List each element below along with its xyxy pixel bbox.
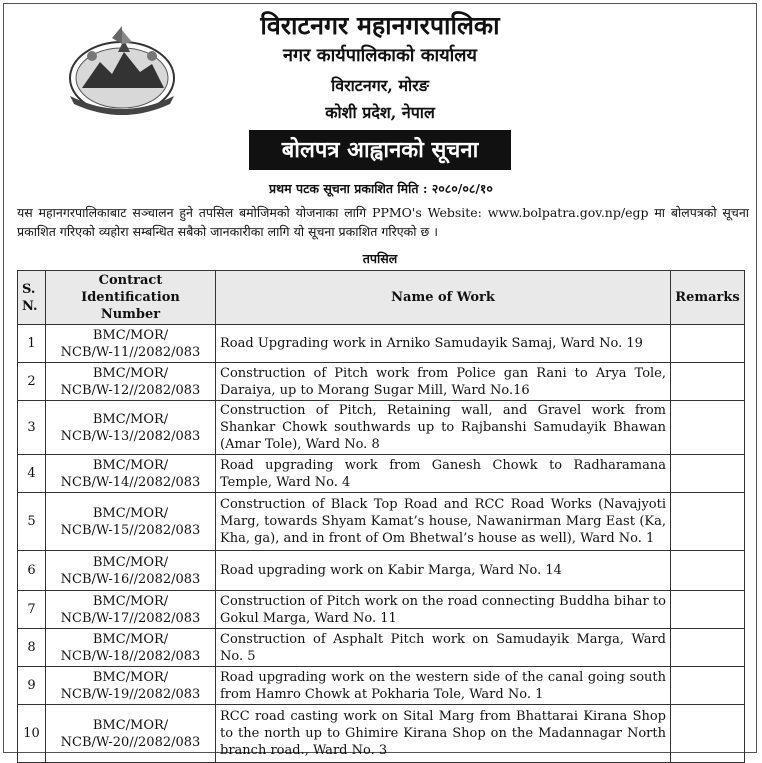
row-contract-id (46, 667, 216, 705)
table-header-row (18, 271, 745, 325)
row-contract-id-line1: BMC/MOR/ (92, 411, 169, 427)
row-contract-id-line2: NCB/W-19//2082/083 (60, 686, 201, 702)
table-row (18, 629, 745, 667)
row-sn: 5 (18, 493, 46, 551)
row-contract-id (46, 455, 216, 493)
table-row (18, 705, 745, 763)
table-row (18, 455, 745, 493)
row-contract-id (46, 363, 216, 401)
publish-date: प्रथम पटक सूचना प्रकाशित मिति : २०८०/०८/१० (269, 181, 493, 196)
table-row (18, 493, 745, 551)
tapasil-heading: तपसिल (362, 251, 398, 266)
row-contract-id-line2: NCB/W-13//2082/083 (60, 428, 201, 444)
row-name-of-work: Construction of Asphalt Pitch work on Samudayik Marga, Ward No. 5 (216, 629, 671, 667)
row-remarks (671, 667, 745, 705)
table-row (18, 591, 745, 629)
row-sn: 6 (18, 551, 46, 591)
row-contract-id-line2: NCB/W-15//2082/083 (60, 522, 201, 538)
row-contract-id-line2: NCB/W-14//2082/083 (60, 474, 201, 490)
row-name-of-work: Road upgrading work on Kabir Marga, Ward No. 14 (216, 551, 671, 591)
office-name: नगर कार्यपालिकाको कार्यालय (283, 45, 477, 66)
header-remarks: Remarks (671, 271, 745, 325)
table-row (18, 325, 745, 363)
row-name-of-work: Construction of Pitch, Retaining wall, and Gravel work from Shankar Chowk southwards up to Rajbanshi Samudayik Bhawan (Amar Tole), Ward No. 8 (216, 401, 671, 455)
row-contract-id-line2: NCB/W-17//2082/083 (60, 610, 201, 626)
office-location: विराटनगर, मोरङ (331, 76, 429, 95)
row-remarks (671, 551, 745, 591)
table-row (18, 401, 745, 455)
row-contract-id-line1: BMC/MOR/ (92, 593, 169, 609)
notice-banner: बोलपत्र आह्वानको सूचना (249, 130, 511, 170)
municipality-name: विराटनगर महानगरपालिका (260, 11, 500, 40)
row-remarks (671, 325, 745, 363)
works-table (17, 270, 745, 763)
row-sn: 4 (18, 455, 46, 493)
table-row (18, 667, 745, 705)
row-contract-id (46, 493, 216, 551)
row-sn: 9 (18, 667, 46, 705)
row-contract-id-line2: NCB/W-12//2082/083 (60, 382, 201, 398)
row-contract-id (46, 705, 216, 763)
row-remarks (671, 363, 745, 401)
row-name-of-work: Construction of Pitch work from Police gan Rani to Arya Tole, Daraiya, up to Morang Sugar Mill, Ward No.16 (216, 363, 671, 401)
row-contract-id (46, 401, 216, 455)
row-name-of-work: Road upgrading work on the western side of the canal going south from Hamro Chowk at Pokharia Tole, Ward No. 1 (216, 667, 671, 705)
row-contract-id (46, 325, 216, 363)
nepal-emblem-icon (62, 22, 182, 120)
header-name-of-work: Name of Work (216, 271, 671, 325)
row-sn: 1 (18, 325, 46, 363)
row-contract-id-line2: NCB/W-16//2082/083 (60, 571, 201, 587)
table-row (18, 551, 745, 591)
row-sn: 10 (18, 705, 46, 763)
row-contract-id-line1: BMC/MOR/ (92, 327, 169, 343)
intro-paragraph: यस महानगरपालिकाबाट सञ्चालन हुने तपसिल बमोजिमको योजनाका लागि PPMO's Website: www.bolpatra.gov.np/egp मा बोलपत्रको सूचना प्रकाशित गरिएको व्यहोरा सम्बन्धित सबैको जानकारीका लागि यो सूचना प्रकाशित गरिएको छ । (17, 205, 749, 239)
row-contract-id-line1: BMC/MOR/ (92, 365, 169, 381)
row-contract-id-line1: BMC/MOR/ (92, 631, 169, 647)
row-name-of-work: Road upgrading work from Ganesh Chowk to Radharamana Temple, Ward No. 4 (216, 455, 671, 493)
row-sn: 2 (18, 363, 46, 401)
row-contract-id-line1: BMC/MOR/ (92, 505, 169, 521)
row-contract-id-line2: NCB/W-20//2082/083 (60, 734, 201, 750)
row-remarks (671, 629, 745, 667)
row-sn: 8 (18, 629, 46, 667)
row-contract-id-line1: BMC/MOR/ (92, 717, 169, 733)
row-contract-id-line1: BMC/MOR/ (92, 457, 169, 473)
row-contract-id (46, 629, 216, 667)
header-sn: S. N. (18, 271, 46, 325)
row-remarks (671, 401, 745, 455)
header-contract-id: Contract Identification Number (46, 271, 216, 325)
row-sn: 7 (18, 591, 46, 629)
row-name-of-work: Construction of Black Top Road and RCC Road Works (Navajyoti Marg, towards Shyam Kamat’s house, Nawanirman Marg East (Ka, Kha, ga), and in front of Om Bhetwal’s house as well), Ward No. 1 (216, 493, 671, 551)
row-name-of-work: RCC road casting work on Sital Marg from Bhattarai Kirana Shop to the north up to Ghimire Kirana Shop on the Madannagar North branch road., Ward No. 3 (216, 705, 671, 763)
row-name-of-work: Construction of Pitch work on the road connecting Buddha bihar to Gokul Marga, Ward No. 11 (216, 591, 671, 629)
row-name-of-work: Road Upgrading work in Arniko Samudayik Samaj, Ward No. 19 (216, 325, 671, 363)
row-remarks (671, 705, 745, 763)
table-row (18, 363, 745, 401)
row-contract-id-line2: NCB/W-11//2082/083 (60, 344, 201, 360)
row-remarks (671, 591, 745, 629)
row-contract-id-line1: BMC/MOR/ (92, 554, 169, 570)
province-country: कोशी प्रदेश, नेपाल (325, 103, 435, 122)
row-contract-id (46, 551, 216, 591)
row-sn: 3 (18, 401, 46, 455)
row-remarks (671, 455, 745, 493)
row-contract-id-line1: BMC/MOR/ (92, 669, 169, 685)
row-remarks (671, 493, 745, 551)
row-contract-id (46, 591, 216, 629)
row-contract-id-line2: NCB/W-18//2082/083 (60, 648, 201, 664)
